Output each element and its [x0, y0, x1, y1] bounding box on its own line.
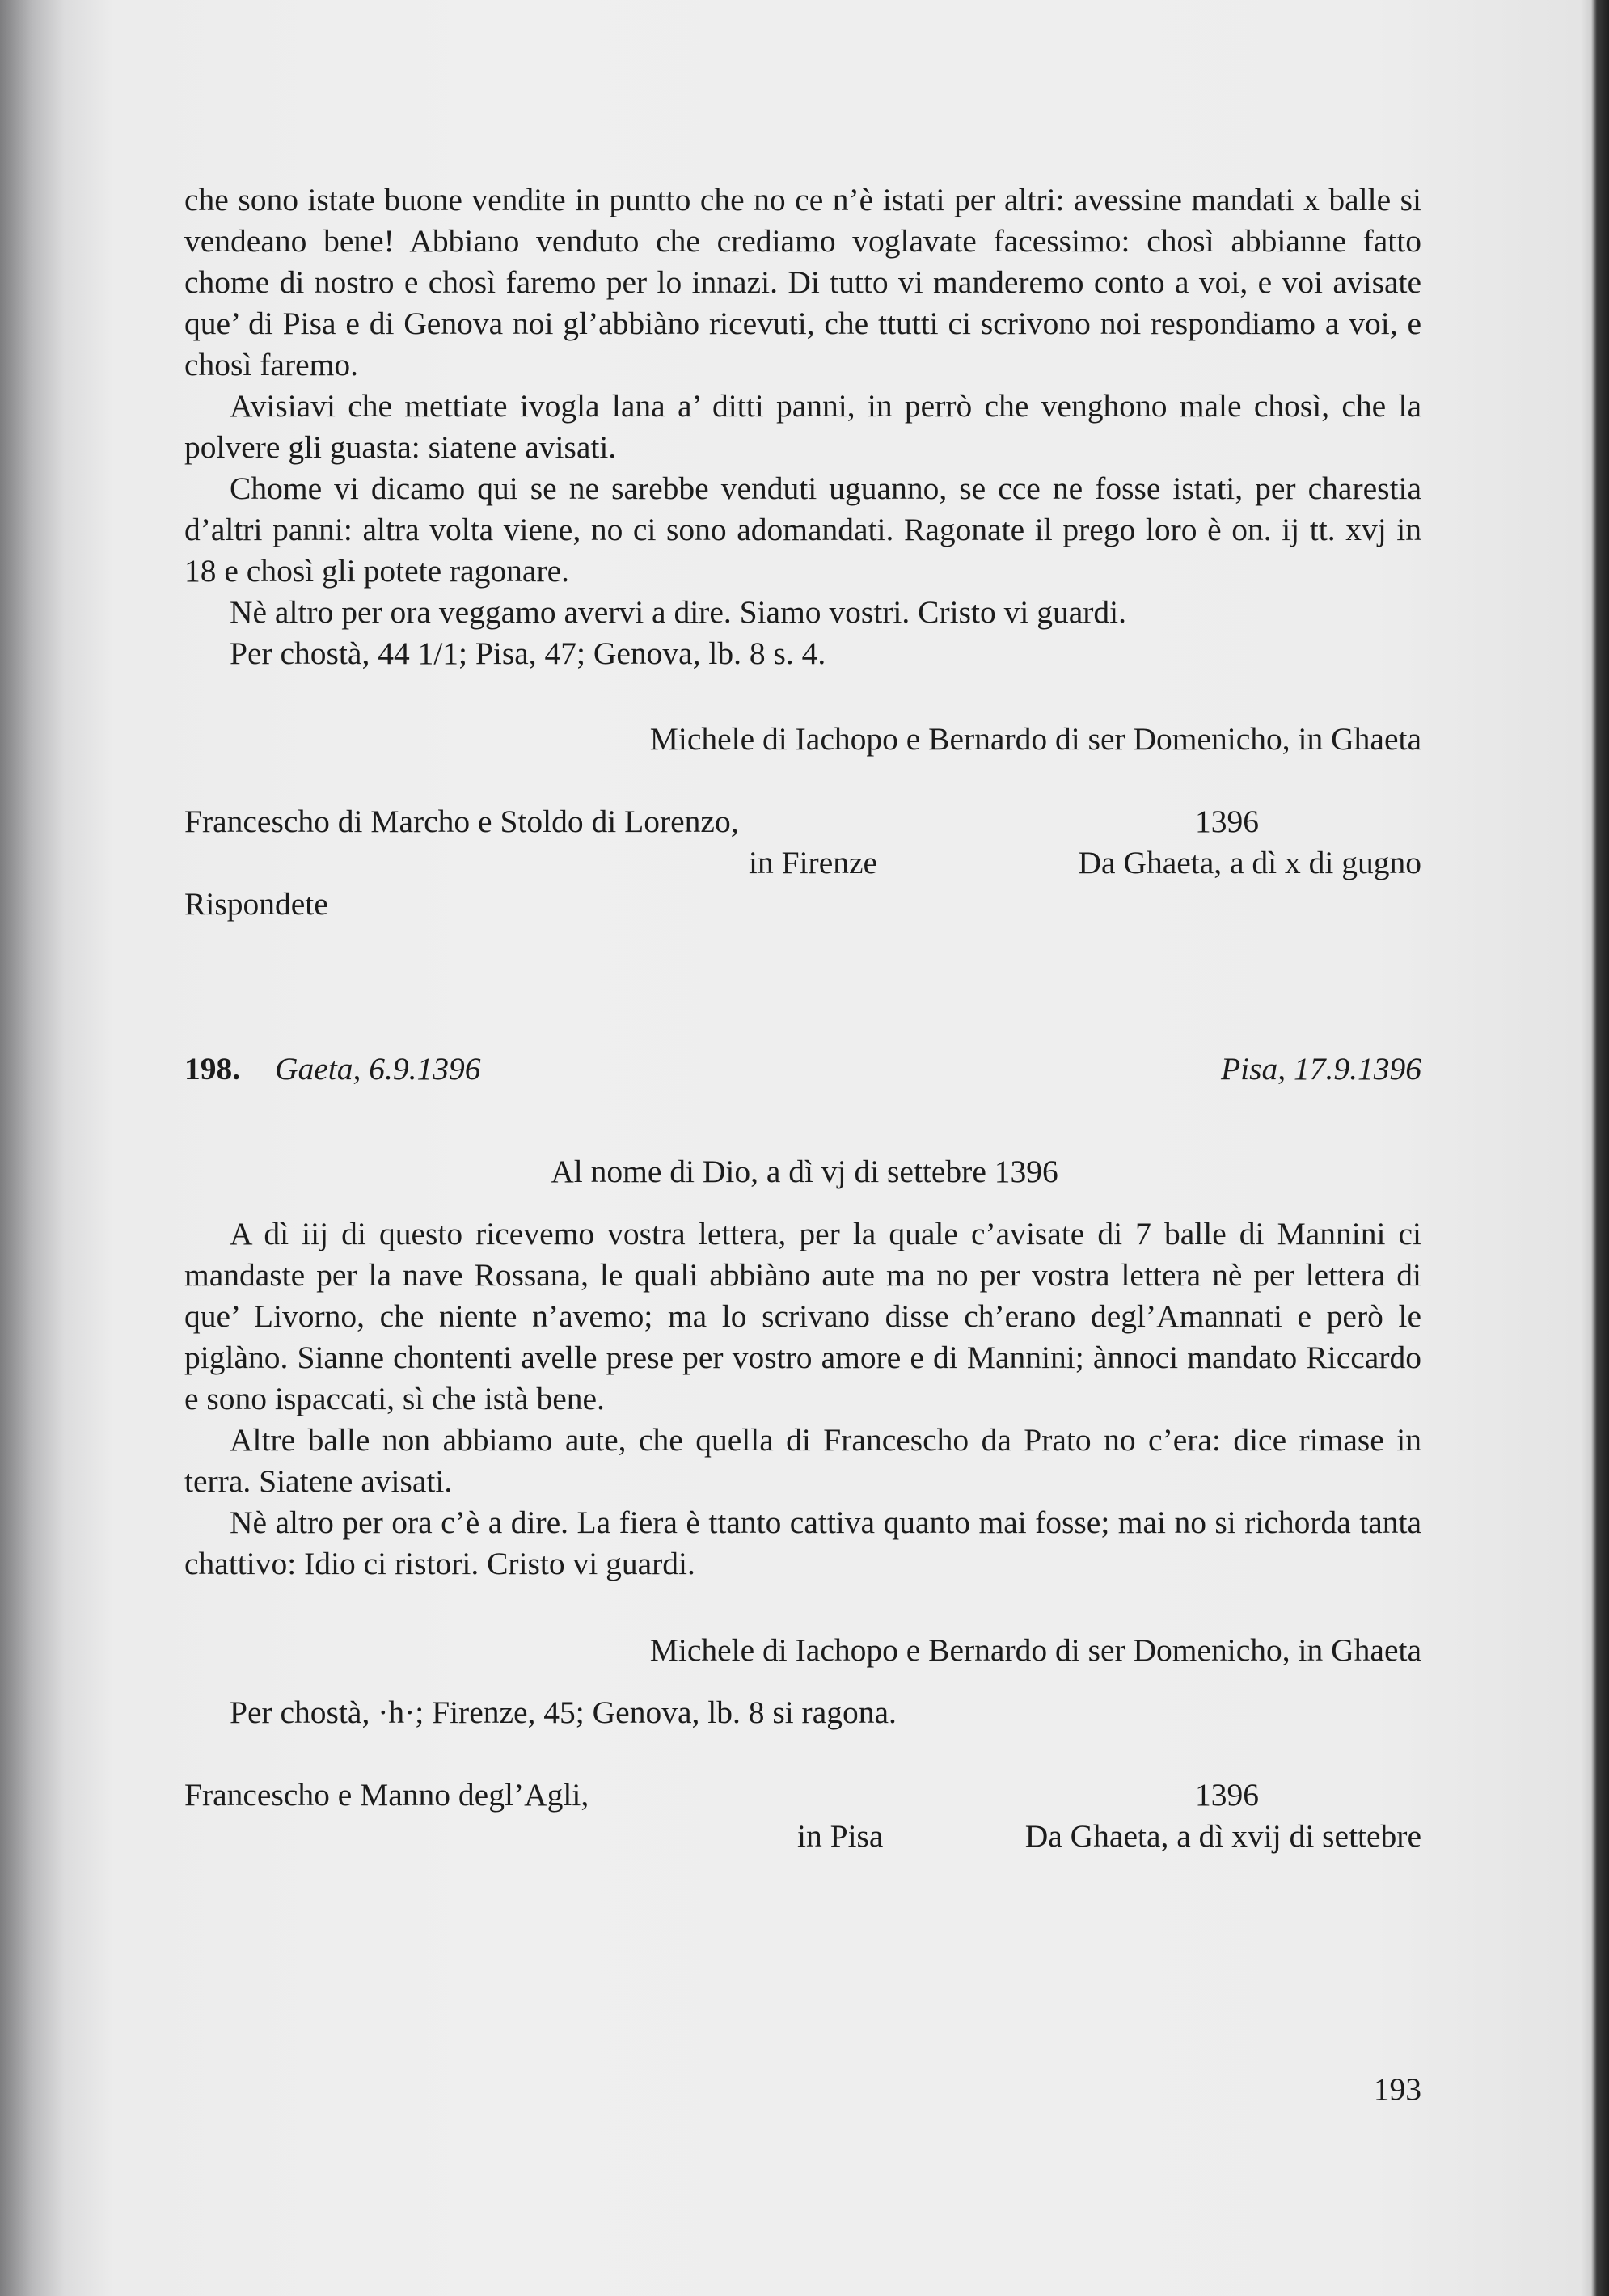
letter-1-exchange-rates: Per chostà, 44 1/1; Pisa, 47; Genova, lb. 8 s. 4.	[230, 635, 826, 671]
letter-2-paragraph: Altre balle non abbiamo aute, che quella di Francescho da Prato no c’era: dice rimase in terra. Siatene avisati.	[184, 1422, 1421, 1499]
letter-2-address-date: Da Ghaeta, a dì xvij di settebre	[1024, 1818, 1421, 1854]
letter-1-address-year: 1396	[1195, 804, 1259, 839]
letter-1-address-date: Da Ghaeta, a dì x di gugno	[1078, 845, 1421, 880]
letter-2-address-name: Francescho e Manno degl’Agli,	[184, 1777, 589, 1813]
letter-2-address-place: in Pisa	[797, 1818, 884, 1854]
letter-1-paragraph: Nè altro per ora veggamo avervi a dire. Siamo vostri. Cristo vi guardi.	[230, 594, 1126, 630]
letter-origin: Gaeta, 6.9.1396	[275, 1051, 481, 1087]
letter-2-body	[184, 1213, 1421, 1585]
letter-1-address-place: in Firenze	[749, 845, 878, 880]
letter-2-exchange-rates: Per chostà, ·h·; Firenze, 45; Genova, lb. 8 si ragona.	[230, 1695, 897, 1730]
letter-1-body	[184, 179, 1421, 674]
page-number: 193	[1373, 2071, 1421, 2107]
letter-1-paragraph: Avisiavi che mettiate ivogla lana a’ ditti panni, in perrò che venghono male chosì, che la polvere gli guasta: siatene avisati.	[184, 388, 1421, 465]
letter-2-paragraph: Nè altro per ora c’è a dire. La fiera è ttanto cattiva quanto mai fosse; mai no si richorda tanta chattivo: Idio ci ristori. Cristo vi guardi.	[184, 1505, 1421, 1581]
letter-received: Pisa, 17.9.1396	[1221, 1051, 1421, 1087]
letter-number: 198.	[184, 1051, 241, 1087]
letter-2-signature: Michele di Iachopo e Bernardo di ser Domenicho, in Ghaeta	[649, 1632, 1421, 1668]
letter-2-paragraph: A dì iij di questo ricevemo vostra lettera, per la quale c’avisate di 7 balle di Mannini ci mandaste per la nave Rossana, le quali abbiàno aute ma no per vostra lettera nè per lettera di que’ Livorno, che niente n’avemo; ma lo scrivano disse ch’erano degl’Amannati e però le piglàno. Sianne chontenti avelle prese per vostro amore e di Mannini; ànnoci mandato Riccardo e sono ispaccati, sì che istà bene.	[184, 1216, 1421, 1416]
letter-2-heading: Al nome di Dio, a dì vj di settebre 1396	[551, 1154, 1058, 1189]
letter-1-reply-note: Rispondete	[184, 886, 328, 922]
letter-1-address-name: Francescho di Marcho e Stoldo di Lorenzo,	[184, 804, 739, 839]
letter-2-address-year: 1396	[1195, 1777, 1259, 1813]
letter-1-paragraph: che sono istate buone vendite in puntto che no ce n’è istati per altri: avessine mandati x balle si vendeano bene! Abbiano venduto che crediamo voglavate facessimo: chosì abbianne fatto chome di nostro e chosì faremo per lo innazi. Di tutto vi manderemo conto a voi, e voi avisate que’ di Pisa e di Genova noi gl’abbiàno ricevuti, che ttutti ci scrivono noi respondiamo a voi, e chosì faremo.	[184, 182, 1421, 382]
letter-1-signature: Michele di Iachopo e Bernardo di ser Domenicho, in Ghaeta	[649, 721, 1421, 757]
letter-1-paragraph: Chome vi dicamo qui se ne sarebbe venduti uguanno, se cce ne fosse istati, per charestia d’altri panni: altra volta viene, no ci sono adomandati. Ragonate il prego loro è on. ij tt. xvj in 18 e chosì gli potete ragonare.	[184, 471, 1421, 589]
